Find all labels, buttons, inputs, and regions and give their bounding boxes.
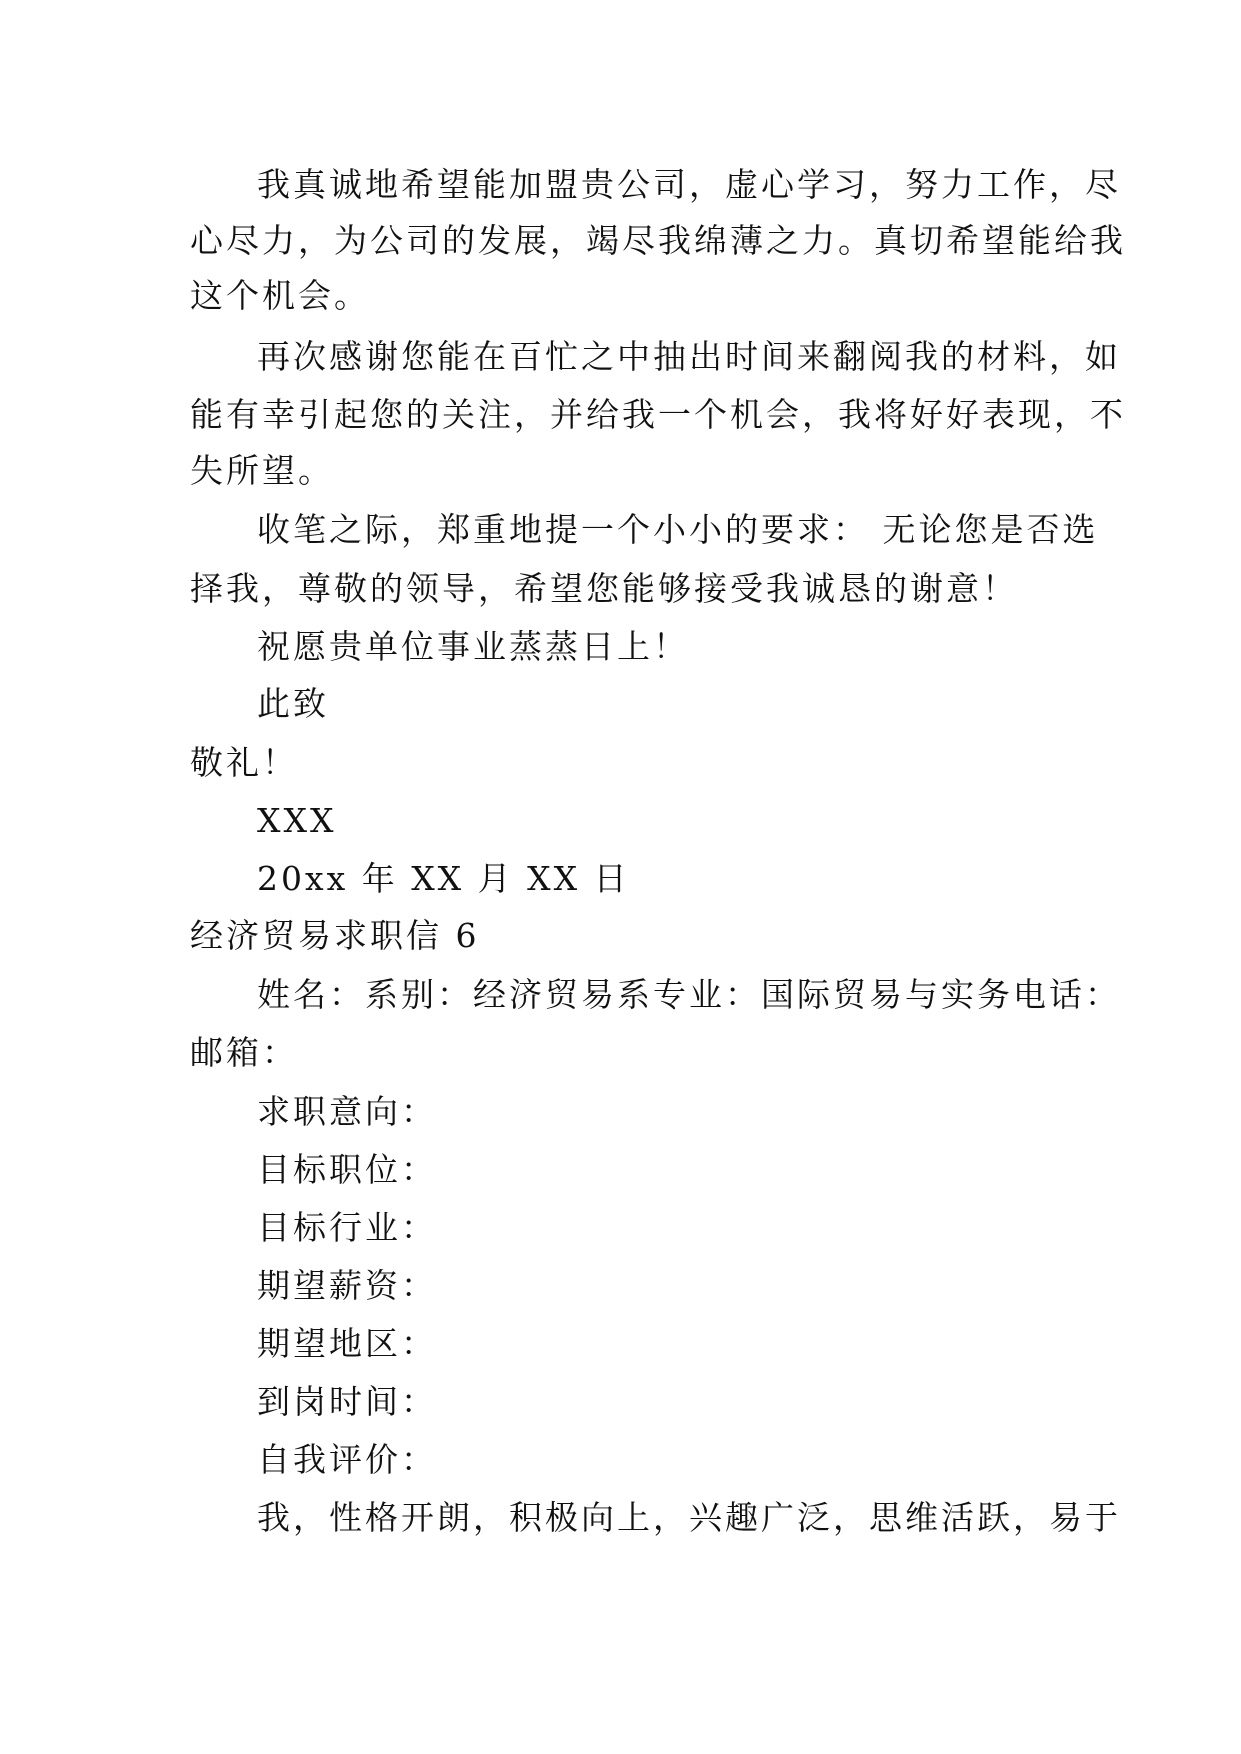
text-line: 再次感谢您能在百忙之中抽出时间来翻阅我的材料，如 [257,337,1121,376]
signature-date: 20xx 年 XX 月 XX 日 [257,859,630,898]
text-line: 择我，尊敬的领导，希望您能够接受我诚恳的谢意！ [190,569,1018,608]
text-line: 我，性格开朗，积极向上，兴趣广泛，思维活跃，易于 [257,1498,1121,1537]
text-line: 到岗时间： [257,1382,437,1421]
text-line: 心尽力，为公司的发展，竭尽我绵薄之力。真切希望能给我 [190,221,1126,260]
text-line: 求职意向： [257,1092,437,1131]
text-line: 敬礼！ [190,743,298,782]
text-line: 目标职位： [257,1150,437,1189]
section-heading: 经济贸易求职信 6 [190,916,480,955]
text-line: 失所望。 [190,451,334,490]
text-line: 期望地区： [257,1324,437,1363]
text-line: 祝愿贵单位事业蒸蒸日上！ [257,627,689,666]
text-line: 邮箱： [190,1033,298,1072]
text-line: 这个机会。 [190,276,370,315]
text-line: 姓名：系别：经济贸易系专业：国际贸易与实务电话： [257,975,1121,1014]
text-line: 目标行业： [257,1208,437,1247]
text-line: 期望薪资： [257,1266,437,1305]
text-line: 能有幸引起您的关注，并给我一个机会，我将好好表现，不 [190,395,1126,434]
signature-name: XXX [257,801,337,840]
text-line: 我真诚地希望能加盟贵公司，虚心学习，努力工作，尽 [257,165,1121,204]
text-line: 收笔之际，郑重地提一个小小的要求： 无论您是否选 [257,510,1099,549]
text-line: 此致 [257,684,329,723]
text-line: 自我评价： [257,1440,437,1479]
